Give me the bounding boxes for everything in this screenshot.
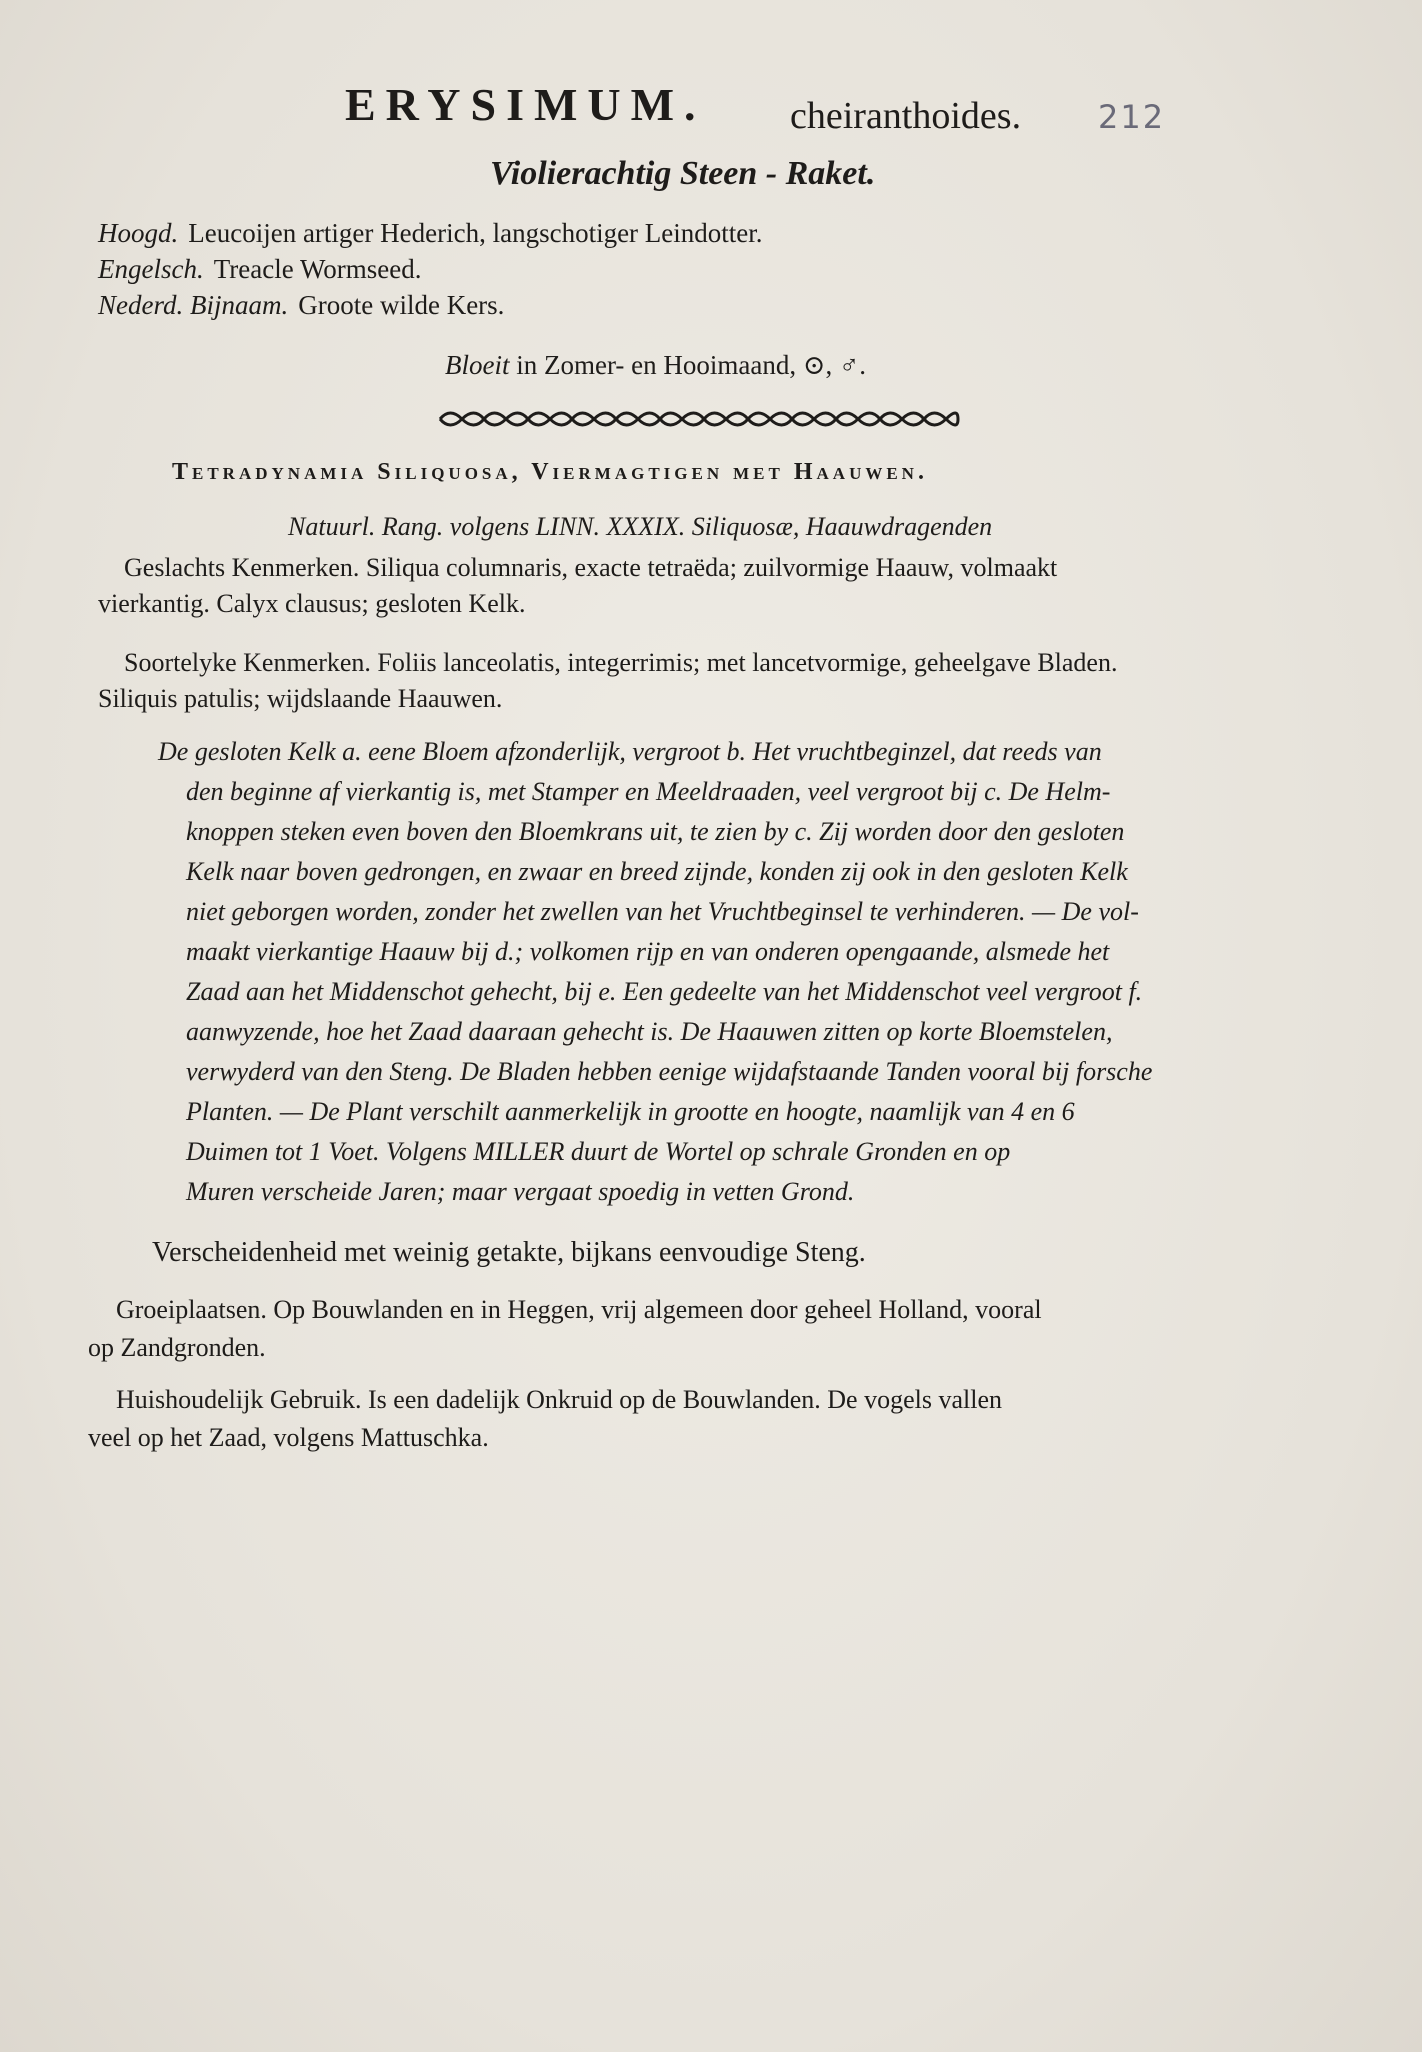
description-line: aanwyzende, hoe het Zaad daaraan gehecht is. De Haauwen zitten op korte Bloemstelen, <box>186 1017 1113 1046</box>
description-line: Kelk naar boven gedrongen, en zwaar en breed zijnde, konden zij ook in den gesloten Kelk <box>186 857 1128 886</box>
description-line: verwyderd van den Steng. De Bladen hebben eenige wijdafstaande Tanden vooral bij forsche <box>186 1057 1153 1086</box>
synonym-text: Treacle Wormseed. <box>213 254 422 284</box>
habitat-line: Groeiplaatsen. Op Bouwlanden en in Heggen, vrij algemeen door geheel Holland, vooral <box>116 1295 1042 1324</box>
household-use-line: veel op het Zaad, volgens Mattuschka. <box>88 1423 489 1452</box>
description-line: Zaad aan het Middenschot gehecht, bij e. Een gedeelte van het Middenschot veel vergroot f. <box>186 977 1143 1006</box>
dutch-name: Violierachtig Steen - Raket. <box>490 155 876 192</box>
description-line: niet geborgen worden, zonder het zwellen van het Vruchtbeginsel te verhinderen. — De vol- <box>186 897 1139 926</box>
description-line: knoppen steken even boven den Bloemkrans uit, te zien by c. Zij worden door den gesloten <box>186 817 1125 846</box>
synonym-line <box>98 290 504 321</box>
genus-title: ERYSIMUM. <box>345 79 706 130</box>
synonym-label: Nederd. Bijnaam. <box>98 290 289 320</box>
description-line: Duimen tot 1 Voet. Volgens MILLER duurt de Wortel op schrale Gronden en op <box>186 1137 1011 1166</box>
description-line: maakt vierkantige Haauw bij d.; volkomen rijp en van onderen opengaande, alsmede het <box>186 937 1110 966</box>
genus-characters-line: Geslachts Kenmerken. Siliqua columnaris, exacte tetraëda; zuilvormige Haauw, volmaakt <box>124 553 1058 582</box>
chain-ornament <box>436 403 962 435</box>
synonym-text: Leucoijen artiger Hederich, langschotiger Leindotter. <box>188 218 763 248</box>
description-line: den beginne af vierkantig is, met Stamper en Meeldraaden, veel vergroot bij c. De Helm- <box>186 777 1111 806</box>
variety-line: Verscheidenheid met weinig getakte, bijkans eenvoudige Steng. <box>152 1237 866 1268</box>
species-characters-line: Siliquis patulis; wijdslaande Haauwen. <box>98 684 503 713</box>
synonym-label: Hoogd. <box>98 218 179 248</box>
flowering-label: Bloeit <box>445 350 510 380</box>
species-title: cheiranthoides. <box>790 95 1022 137</box>
flowering-text: in Zomer- en Hooimaand, ⊙, ♂. <box>516 350 866 380</box>
description-line: De gesloten Kelk a. eene Bloem afzonderlijk, vergroot b. Het vruchtbeginzel, dat reeds van <box>158 737 1102 766</box>
habitat-line: op Zandgronden. <box>88 1333 266 1362</box>
page-number: 212 <box>1098 98 1166 136</box>
description-line: Muren verscheide Jaren; maar vergaat spoedig in vetten Grond. <box>186 1177 855 1206</box>
synonym-line <box>98 218 763 249</box>
household-use-line: Huishoudelijk Gebruik. Is een dadelijk Onkruid op de Bouwlanden. De vogels vallen <box>116 1385 1002 1414</box>
synonym-text: Groote wilde Kers. <box>298 290 505 320</box>
synonym-line <box>98 254 422 285</box>
classification: Tetradynamia Siliquosa, Viermagtigen met Haauwen. <box>172 459 928 485</box>
natural-order: Natuurl. Rang. volgens LINN. XXXIX. Siliquosæ, Haauwdragenden <box>288 512 993 541</box>
species-characters-line: Soortelyke Kenmerken. Foliis lanceolatis, integerrimis; met lancetvormige, geheelgave Bladen. <box>124 648 1118 677</box>
synonym-label: Engelsch. <box>98 254 204 284</box>
genus-characters-line: vierkantig. Calyx clausus; gesloten Kelk. <box>98 589 526 618</box>
flowering-line <box>445 350 866 381</box>
description-line: Planten. — De Plant verschilt aanmerkelijk in grootte en hoogte, naamlijk van 4 en 6 <box>186 1097 1075 1126</box>
